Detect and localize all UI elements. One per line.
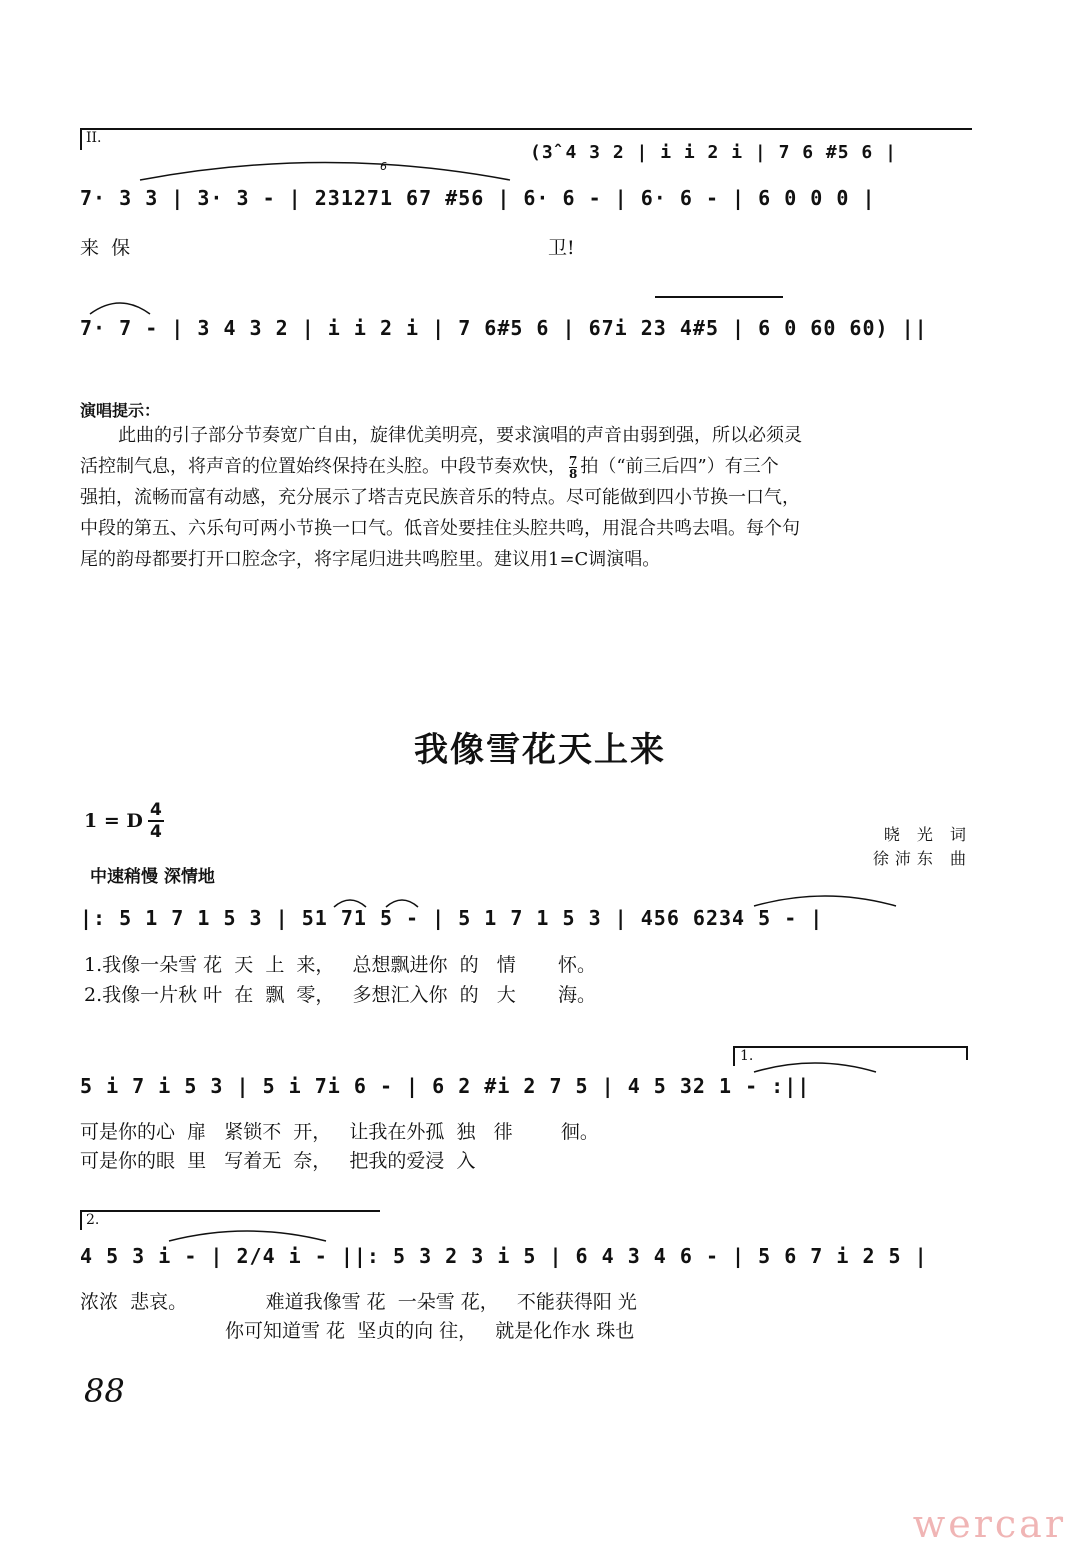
- volta1-hook: [733, 1046, 735, 1066]
- volta2-line: [80, 1210, 380, 1212]
- composer-credit: 徐沛东 曲: [872, 849, 972, 868]
- notes-sys1: |: 5 1 7 1 5 3 | 51 71 5 - | 5 1 7 1 5 3 | 456 6234 5 - |: [80, 906, 824, 930]
- tips-heading: 演唱提示：: [80, 401, 161, 420]
- song-title: 我像雪花天上来: [414, 730, 666, 770]
- watermark: wercar: [912, 1502, 1066, 1546]
- tips-line3: 强拍，流畅而富有动感，充分展示了塔吉克民族音乐的特点。尽可能做到四小节换一口气，: [80, 487, 800, 508]
- volta-bracket-hook: [80, 128, 82, 150]
- lyric-sys2-verse2: 可是你的眼 里 写着无 奈， 把我的爱浸 入: [80, 1150, 476, 1172]
- volta-bracket-line: [80, 128, 972, 130]
- tips-line4: 中段的第五、六乐句可两小节换一口气。低音处要挂住头腔共鸣，用混合共鸣去唱。每个句: [80, 518, 800, 539]
- lyric-sys2-verse1: 可是你的心 扉 紧锁不 开， 让我在外孤 独 徘 徊。: [80, 1121, 599, 1143]
- slur-sys2: [750, 1058, 880, 1074]
- notes-row1: 7· 3 3 | 3· 3 - | 231271 67 #56 | 6· 6 - | 6· 6 - | 6 0 0 0 |: [80, 186, 876, 210]
- tips-line2-a: 活控制气息，将声音的位置始终保持在头腔。中段节奏欢快，: [80, 456, 566, 477]
- volta1-line: [733, 1046, 967, 1048]
- intro-notes-row1: (3̂ 4 3 2 | i i 2 i | 7 6 #5 6 |: [530, 142, 897, 163]
- notes-sys3: 4 5 3 i - | 2/4 i - ||: 5 3 2 3 i 5 | 6 4 3 4 6 - | 5 6 7 i 2 5 |: [80, 1244, 928, 1268]
- notes-row2: 7· 7 - | 3 4 3 2 | i i 2 i | 7 6#5 6 | 67i 23 4#5 | 6 0 60 60) ||: [80, 316, 928, 340]
- key-signature: 1 = D: [84, 810, 143, 832]
- meter-numerator: 7: [569, 453, 578, 468]
- tempo-marking: 中速稍慢 深情地: [90, 867, 215, 887]
- lyric-sys1-verse2: 2.我像一片秋 叶 在 飘 零， 多想汇入你 的 大 海。: [84, 984, 596, 1006]
- tuplet-mark: 6: [380, 160, 387, 173]
- volta2-label: 2.: [86, 1212, 100, 1228]
- volta2-hook: [80, 1210, 82, 1230]
- time-signature: [148, 800, 164, 842]
- page-number: 88: [84, 1372, 125, 1410]
- notes-sys2: 5 i 7 i 5 3 | 5 i 7i 6 - | 6 2 #i 2 7 5 | 4 5 32 1 - :||: [80, 1074, 811, 1098]
- tips-line5: 尾的韵母都要打开口腔念字，将字尾归进共鸣腔里。建议用1=C调演唱。: [80, 549, 661, 570]
- tips-line1: 此曲的引子部分节奏宽广自由，旋律优美明亮，要求演唱的声音由弱到强，所以必须灵: [118, 425, 802, 446]
- meter-denominator: 8: [569, 466, 578, 481]
- meter-fraction: [569, 455, 577, 480]
- lyric-sys3-verse1: 浓浓 悲哀。 难道我像雪 花 一朵雪 花， 不能获得阳 光: [80, 1291, 637, 1313]
- slur-sys3: [165, 1225, 330, 1243]
- slur-row1: [135, 155, 515, 185]
- lyric-sys3-verse2: 你可知道雪 花 坚贞的向 往， 就是化作水 珠也: [80, 1320, 635, 1342]
- lyric-row1-b: 卫!: [548, 237, 575, 259]
- tips-line2: [80, 451, 980, 482]
- volta-label: II.: [86, 130, 102, 146]
- tips-line2-b: 拍（“前三后四”）有三个: [580, 456, 779, 477]
- time-numerator: 4: [150, 800, 162, 820]
- time-denominator: 4: [150, 822, 162, 842]
- volta1-label: 1.: [740, 1048, 754, 1064]
- lyric-sys1-verse1: 1.我像一朵雪 花 天 上 来， 总想飘进你 的 情 怀。: [84, 954, 596, 976]
- crescendo-line: [655, 296, 783, 298]
- lyricist-credit: 晓 光 词: [883, 825, 972, 844]
- volta1-end: [966, 1046, 968, 1060]
- lyric-row1-a: 来 保: [80, 237, 131, 259]
- slur-row2: [85, 298, 155, 318]
